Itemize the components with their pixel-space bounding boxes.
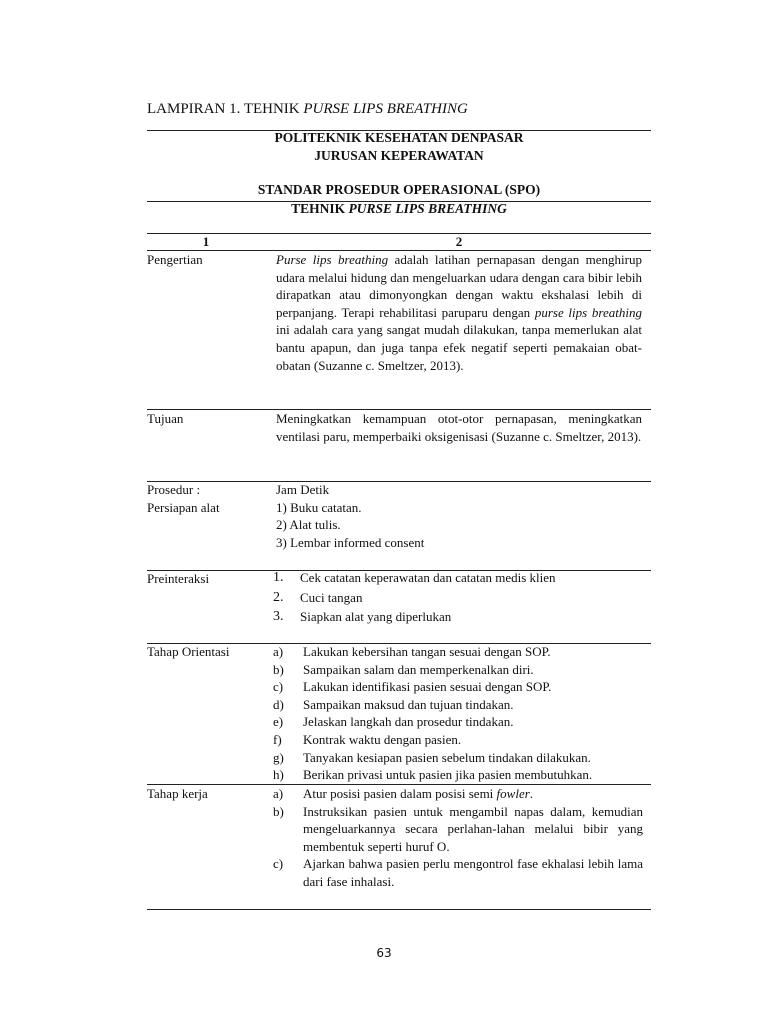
row-label-pengertian: Pengertian xyxy=(147,252,203,267)
row-label-prosedur xyxy=(147,481,267,516)
list-item: 2) Alat tulis. xyxy=(276,517,341,533)
department-name: JURUSAN KEPERAWATAN xyxy=(314,148,484,163)
row-label-orientasi: Tahap Orientasi xyxy=(147,644,230,659)
title-italic: PURSE LIPS BREATHING xyxy=(303,101,468,117)
row-content-prosedur xyxy=(276,481,642,551)
row-label-preinteraksi: Preinteraksi xyxy=(147,571,210,586)
list-text: Tanyakan kesiapan pasien sebelum tindakan dilakukan. xyxy=(303,749,591,765)
list-item: Jam Detik xyxy=(276,482,330,497)
definition-text: ini adalah cara yang sangat mudah dilakukan, tanpa memerlukan alat bantu apapun, dan juga tanpa efek negatif seperti pemakaian obat-obatan (Suzanne c. Smeltzer, 2013). xyxy=(276,322,642,373)
list-text: Cuci tangan xyxy=(300,589,363,605)
list-marker: 3. xyxy=(273,609,284,624)
list-marker: 2. xyxy=(273,589,284,605)
list-marker: e) xyxy=(273,714,284,730)
list-text: Berikan privasi untuk pasien jika pasien membutuhkan. xyxy=(303,767,593,783)
orientasi-list xyxy=(273,643,643,784)
list-marker: d) xyxy=(273,696,284,712)
definition-text: adalah latihan pernapasan dengan menghirup udara melalui hidung dan mengeluarkan udara dengan cara bibir lebih dirapatkan atau dimonyongkan dengan waktu ekshalasi lebih di perpanjang. Terapi rehabilitasi paruparu dengan xyxy=(276,252,642,320)
term-italic: Purse lips breathing xyxy=(276,252,389,267)
list-item: 3) Lembar informed consent xyxy=(276,534,425,550)
list-marker: c) xyxy=(273,679,284,695)
column-header-1: 1 xyxy=(202,234,210,249)
list-text: Kontrak waktu dengan pasien. xyxy=(303,731,462,747)
list-marker: 1. xyxy=(273,570,284,585)
institution-name: POLITEKNIK KESEHATAN DENPASAR xyxy=(274,130,524,145)
list-text-part: Atur posisi pasien dalam posisi semi xyxy=(303,786,497,801)
kerja-list xyxy=(273,785,643,891)
list-marker: b) xyxy=(273,803,284,819)
label-prosedur: Prosedur : xyxy=(147,482,201,497)
subtitle-text: TEHNIK xyxy=(291,201,349,216)
list-item xyxy=(273,661,643,679)
list-text: Lakukan kebersihan tangan sesuai dengan SOP. xyxy=(303,644,551,659)
row-content-pengertian xyxy=(276,251,642,374)
list-marker: a) xyxy=(273,786,284,801)
list-marker: h) xyxy=(273,767,284,783)
list-item xyxy=(273,731,643,749)
list-marker: c) xyxy=(273,856,284,872)
list-text: Sampaikan salam dan memperkenalkan diri. xyxy=(303,661,534,677)
list-text: Sampaikan maksud dan tujuan tindakan. xyxy=(303,696,514,712)
list-item xyxy=(273,568,643,588)
row-label-kerja: Tahap kerja xyxy=(147,786,208,801)
list-item xyxy=(273,749,643,767)
list-item xyxy=(273,588,643,608)
list-marker: a) xyxy=(273,644,284,659)
list-text: Ajarkan bahwa pasien perlu mengontrol fase ekhalasi lebih lama dari fase inhalasi. xyxy=(303,856,643,889)
list-text: Siapkan alat yang diperlukan xyxy=(300,609,452,624)
list-item xyxy=(273,785,643,803)
list-text: Cek catatan keperawatan dan catatan medis klien xyxy=(300,570,556,585)
list-item xyxy=(273,855,643,890)
column-header-2: 2 xyxy=(455,234,463,249)
divider xyxy=(147,909,651,910)
list-text-part: . xyxy=(529,786,534,801)
page-number: 63 xyxy=(376,946,392,960)
document-subtitle xyxy=(147,201,651,217)
document-type: STANDAR PROSEDUR OPERASIONAL (SPO) xyxy=(257,182,541,197)
list-text xyxy=(303,785,643,803)
list-item xyxy=(273,803,643,856)
list-item xyxy=(273,696,643,714)
list-text: Instruksikan pasien untuk mengambil napas dalam, kemudian mengeluarkannya secara perlahan-lahan melalui bibir yang membentuk seperti huruf O. xyxy=(303,803,643,854)
list-item: 1) Buku catatan. xyxy=(276,499,362,515)
list-marker: f) xyxy=(273,731,282,747)
subtitle-italic: PURSE LIPS BREATHING xyxy=(348,201,507,216)
list-text-italic: fowler xyxy=(496,786,530,801)
list-marker: g) xyxy=(273,749,284,765)
row-label-tujuan: Tujuan xyxy=(147,411,184,426)
list-item xyxy=(273,643,643,661)
list-marker: b) xyxy=(273,661,284,677)
list-text: Lakukan identifikasi pasien sesuai dengan SOP. xyxy=(303,679,552,695)
label-persiapan-alat: Persiapan alat xyxy=(147,499,220,515)
list-item xyxy=(273,713,643,731)
preinteraksi-list xyxy=(273,568,643,627)
list-item xyxy=(273,607,643,627)
page-title xyxy=(147,101,468,118)
term-italic: purse lips breathing xyxy=(534,304,642,320)
title-text: LAMPIRAN 1. TEHNIK xyxy=(147,101,304,117)
list-text: Jelaskan langkah dan prosedur tindakan. xyxy=(303,714,514,730)
row-content-tujuan: Meningkatkan kemampuan otot-otor pernapasan, meningkatkan ventilasi paru, memperbaiki oksigenisasi (Suzanne c. Smeltzer, 2013). xyxy=(276,411,642,444)
list-item xyxy=(273,766,643,784)
list-item xyxy=(273,678,643,696)
